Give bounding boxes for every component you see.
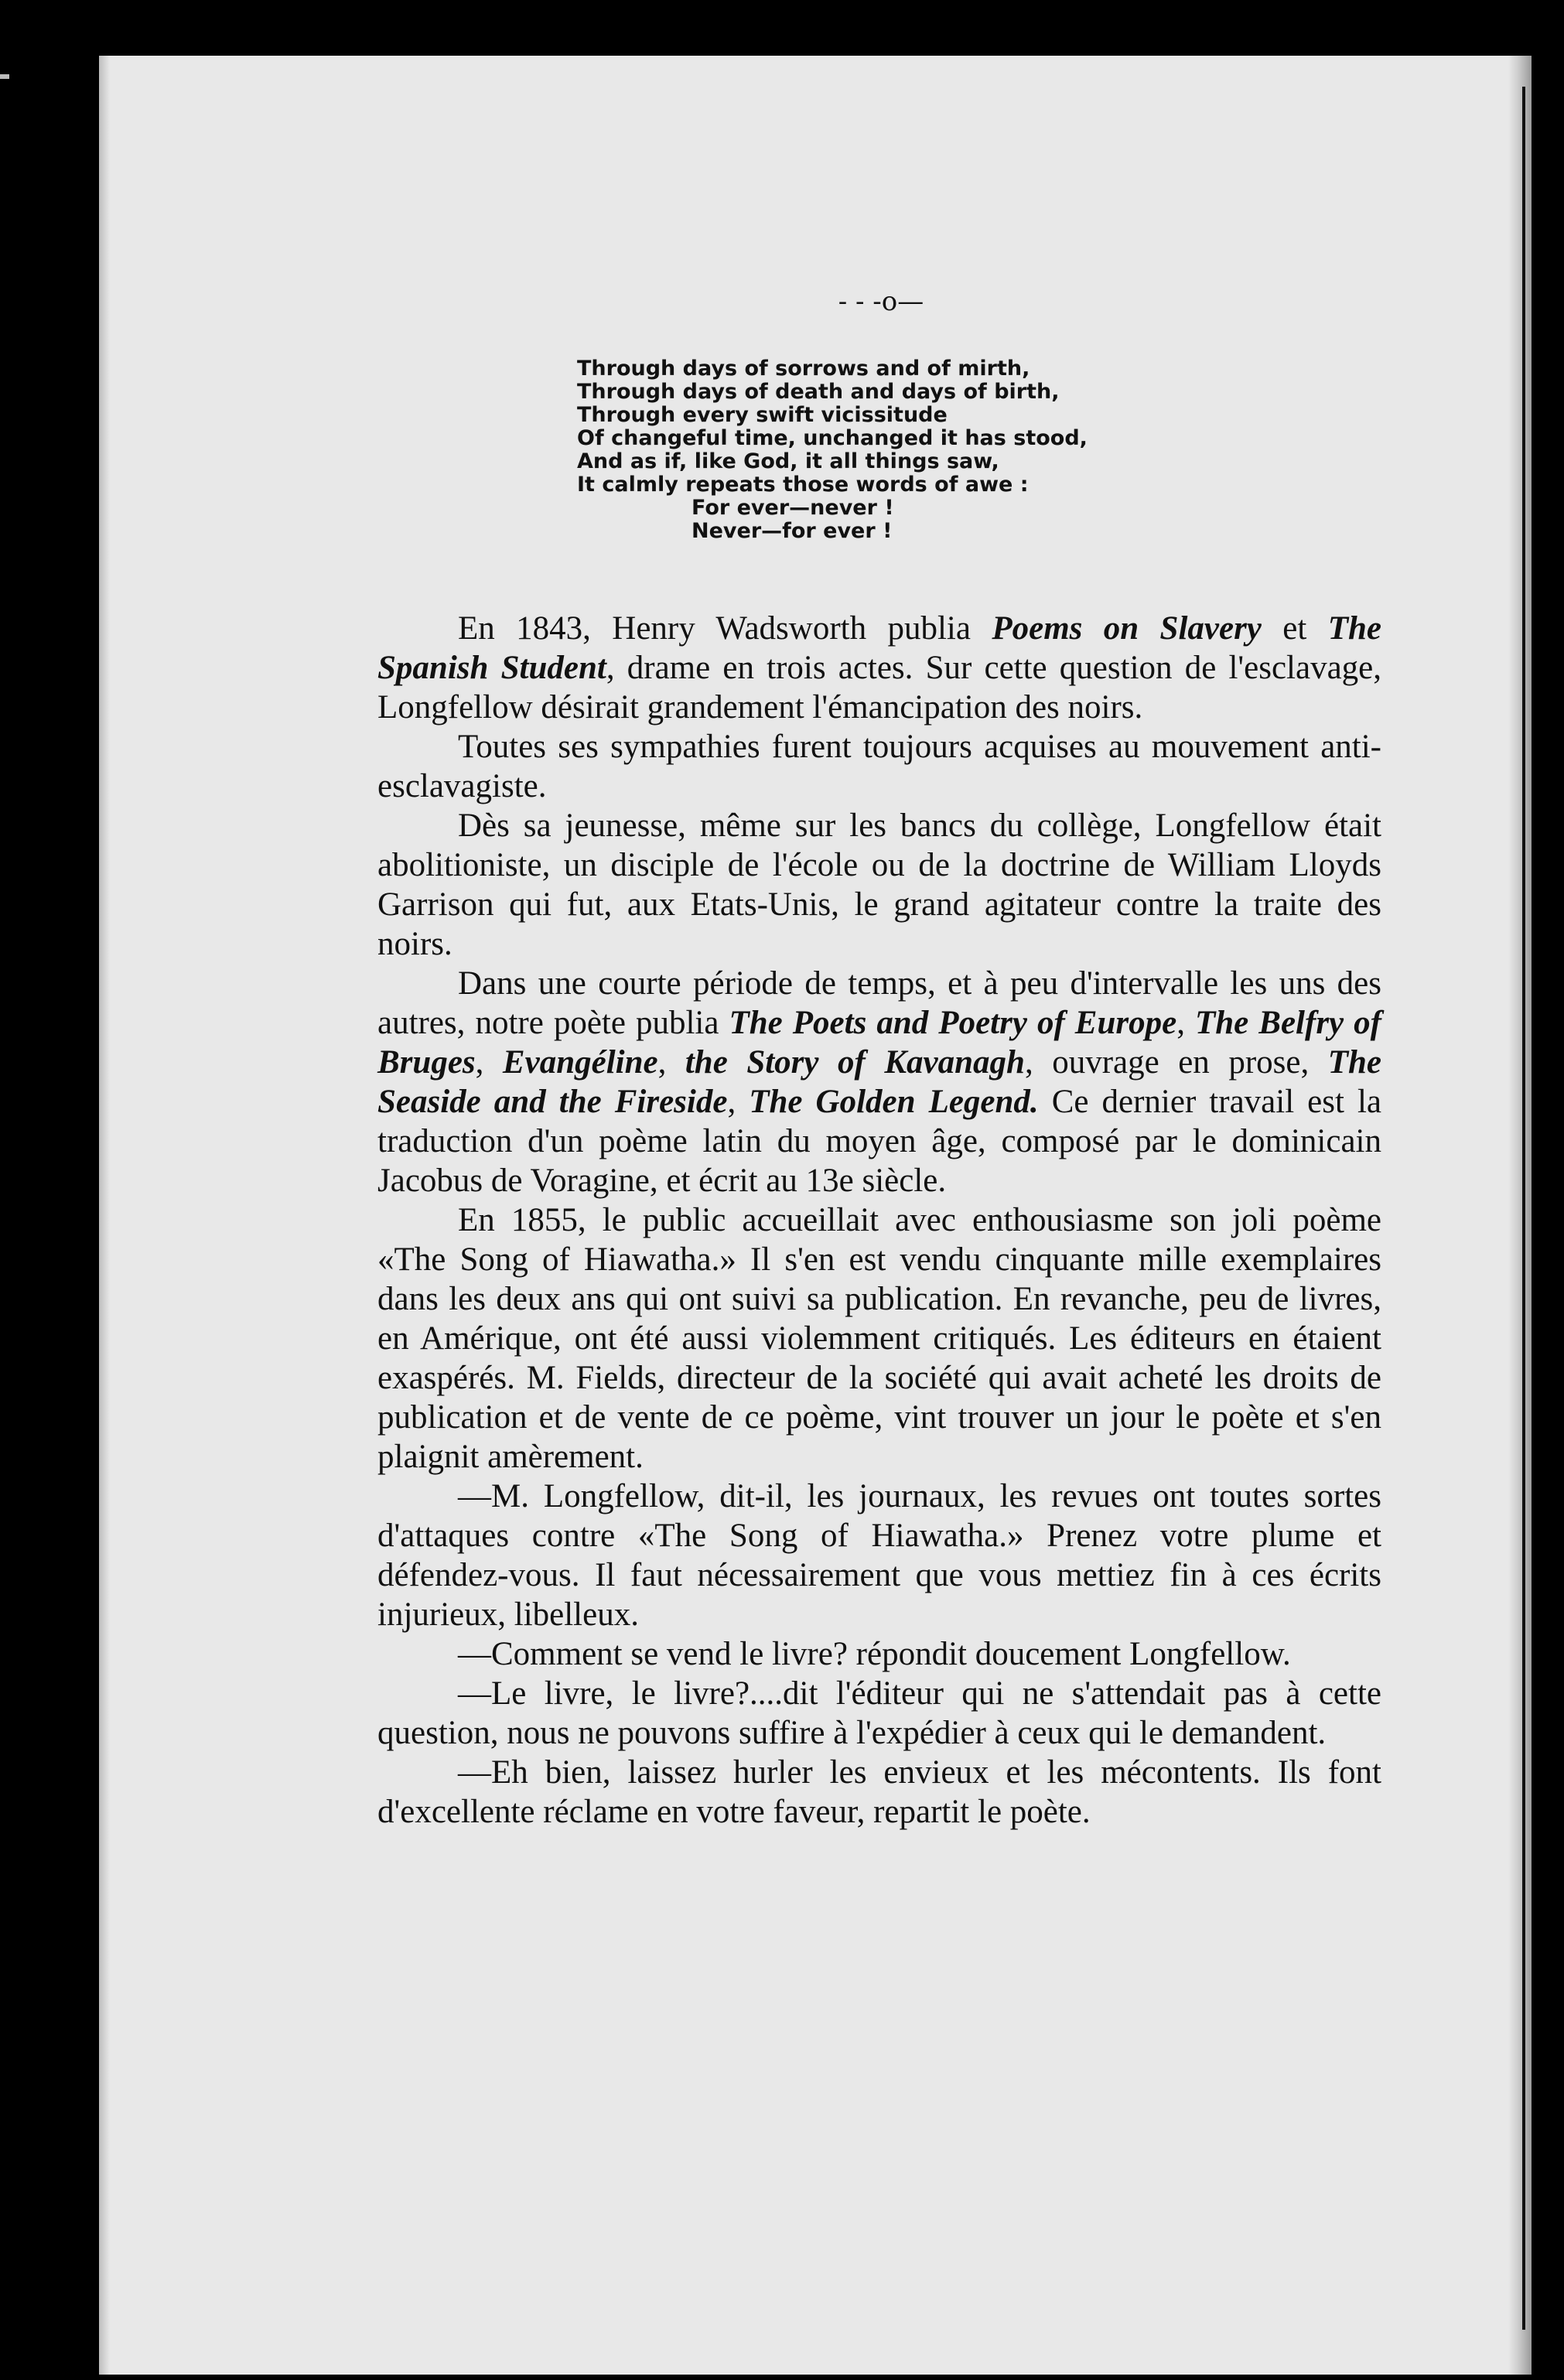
text-run: Dans une courte période de temps, et à peu d'intervalle les uns des autres, notre poète publia — [377, 965, 1381, 1041]
poem-line: Through days of sorrows and of mirth, — [577, 357, 1030, 381]
page-edge — [1508, 56, 1532, 2375]
paragraph: Toutes ses sympathies furent toujours acquises au mouvement anti-esclavagiste. — [377, 729, 1381, 804]
text-run: , — [727, 1084, 750, 1120]
paragraph — [377, 964, 1381, 1200]
paragraph: —M. Longfellow, dit-il, les journaux, les revues ont toutes sortes d'attaques contre «The Song of Hiawatha.» Prenez votre plume et défendez-vous. Il faut nécessairement que vous mettiez fin à ces écrits injurieux, libelleux. — [377, 1478, 1381, 1633]
text-run: et — [1261, 610, 1328, 647]
poem-stanza — [577, 357, 1273, 543]
paragraph: —Le livre, le livre?....dit l'éditeur qui ne s'attendait pas à cette question, nous ne pouvons suffire à l'expédier à ceux qui le demandent. — [377, 1675, 1381, 1751]
book-title: The Seaside and the Fireside — [377, 1044, 1382, 1120]
poem-line: It calmly repeats those words of awe : — [577, 473, 1029, 497]
poem-line: And as if, like God, it all things saw, — [577, 449, 999, 473]
text-run: En 1843, Henry Wadsworth publia — [458, 610, 992, 647]
book-title: Evangéline — [502, 1044, 658, 1081]
book-title: Poems on Slavery — [992, 610, 1262, 647]
text-run: , — [475, 1044, 503, 1081]
scan-edge-mark — [0, 74, 9, 79]
book-title: The Golden Legend. — [749, 1084, 1039, 1120]
text-run: , drame en trois actes. Sur cette question de l'esclavage, Longfellow désirait grandement l'émancipation des noirs. — [377, 650, 1382, 726]
book-title: the Story of Kavanagh — [685, 1044, 1025, 1081]
paragraph — [377, 609, 1381, 727]
poem-line: Of changeful time, unchanged it has stood, — [577, 426, 1088, 450]
prose-body — [377, 609, 1381, 1832]
book-title: The Belfry of Bruges — [377, 1005, 1381, 1081]
poem-line: Through every swift vicissitude — [577, 403, 948, 427]
poem-line: Through days of death and days of birth, — [577, 380, 1060, 404]
text-run: , — [657, 1044, 685, 1081]
text-run: , ouvrage en prose, — [1024, 1044, 1328, 1081]
poem-refrain-line: For ever—never ! — [692, 496, 894, 520]
book-title: The Spanish Student — [377, 610, 1381, 686]
text-run: , — [1176, 1005, 1195, 1041]
section-ornament: - - -o— — [838, 286, 924, 317]
page-edge-line — [1522, 87, 1525, 2330]
paragraph: —Eh bien, laissez hurler les envieux et les mécontents. Ils font d'excellente réclame en votre faveur, repartit le poète. — [377, 1754, 1381, 1830]
paragraph: Dès sa jeunesse, même sur les bancs du collège, Longfellow était abolitioniste, un disciple de l'école ou de la doctrine de William Lloyds Garrison qui fut, aux Etats-Unis, le grand agitateur contre la traite des noirs. — [377, 808, 1381, 962]
page-gutter-shadow — [99, 56, 110, 2375]
text-run: Ce dernier travail est la traduction d'un poème latin du moyen âge, composé par le dominicain Jacobus de Voragine, et écrit au 13e siècle. — [377, 1084, 1382, 1199]
paragraph: En 1855, le public accueillait avec enthousiasme son joli poème «The Song of Hiawatha.» Il s'en est vendu cinquante mille exemplaires dans les deux ans qui ont suivi sa publication. En revanche, peu de livres, en Amérique, ont été aussi violemment critiqués. Les éditeurs en étaient exaspérés. M. Fields, directeur de la société qui avait acheté les droits de publication et de vente de ce poème, vint trouver un jour le poète et s'en plaignit amèrement. — [377, 1202, 1381, 1475]
poem-refrain-line: Never—for ever ! — [692, 519, 893, 543]
book-title: The Poets and Poetry of Europe — [729, 1005, 1177, 1041]
paragraph: —Comment se vend le livre? répondit doucement Longfellow. — [458, 1636, 1291, 1672]
